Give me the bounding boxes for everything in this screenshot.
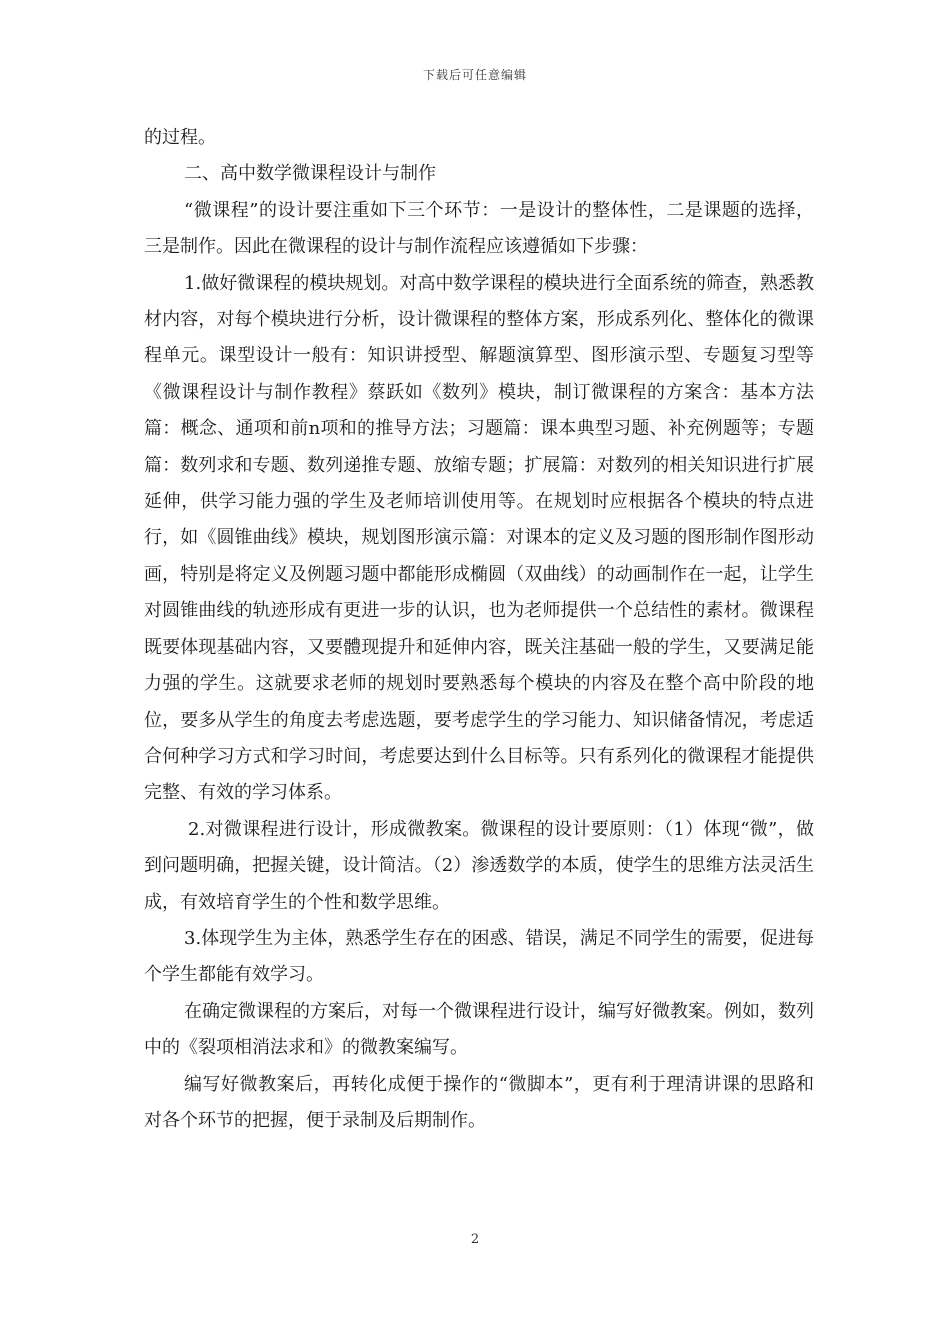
paragraph-script: 编写好微教案后，再转化成便于操作的“微脚本”，更有利于理清讲课的思路和对各个环节的把握，便于录制及后期制作。 xyxy=(144,1073,814,1131)
section-heading: 二、高中数学微课程设计与制作 xyxy=(184,163,436,185)
paragraph-step-1: 1.做好微课程的模块规划。对高中数学课程的模块进行全面系统的筛查，熟悉教材内容，对每个模块进行分析，设计微课程的整体方案，形成系列化、整体化的微课程单元。课型设计一般有：知识讲授型、解题演算型、图形演示型、专题复习型等《微课程设计与制作教程》蔡跃如《数列》模块，制订微课程的方案含：基本方法篇：概念、通项和前n项和的推导方法；习题篇：课本典型习题、补充例题等；专题篇：数列求和专题、数列递推专题、放缩专题；扩展篇：对数列的相关知识进行扩展延伸，供学习能力强的学生及老师培训使用等。在规划时应根据各个模块的特点进行，如《圆锥曲线》模块，规划图形演示篇：对课本的定义及习题的图形制作图形动画，特别是将定义及例题习题中都能形成椭圆（双曲线）的动画制作在一起，让学生对圆锥曲线的轨迹形成有更进一步的认识，也为老师提供一个总结性的素材。微课程既要体现基础内容，又要體现提升和延伸内容，既关注基础一般的学生，又要满足能力强的学生。这就要求老师的规划时要熟悉每个模块的内容及在整个高中阶段的地位，要多从学生的角度去考虑选题，要考虑学生的学习能力、知识储备情况，考虑适合何种学习方式和学习时间，考虑要达到什么目标等。只有系列化的微课程才能提供完整、有效的学习体系。 xyxy=(144,272,814,804)
paragraph-step-3: 3.体现学生为主体，熟悉学生存在的困惑、错误，满足不同学生的需要，促进每个学生都能有效学习。 xyxy=(144,927,814,986)
paragraph-design: 在确定微课程的方案后，对每一个微课程进行设计，编写好微教案。例如，数列中的《裂项相消法求和》的微教案编写。 xyxy=(144,1000,814,1059)
paragraph-continuation: 的过程。 xyxy=(144,127,216,148)
page-number: 2 xyxy=(470,1232,480,1247)
paragraph-step-2: 2.对微课程进行设计，形成微教案。微课程的设计要原则：（1）体现“微”，做到问题明确，把握关键，设计简洁。（2）渗透数学的本质，使学生的思维方法灵活生成，有效培育学生的个性和数学思维。 xyxy=(144,818,814,913)
page-header: 下载后可任意编辑 xyxy=(422,68,527,82)
paragraph-intro: “微课程”的设计要注重如下三个环节：一是设计的整体性，二是课题的选择，三是制作。因此在微课程的设计与制作流程应该遵循如下步骤： xyxy=(144,199,814,258)
document-body xyxy=(144,120,814,1139)
